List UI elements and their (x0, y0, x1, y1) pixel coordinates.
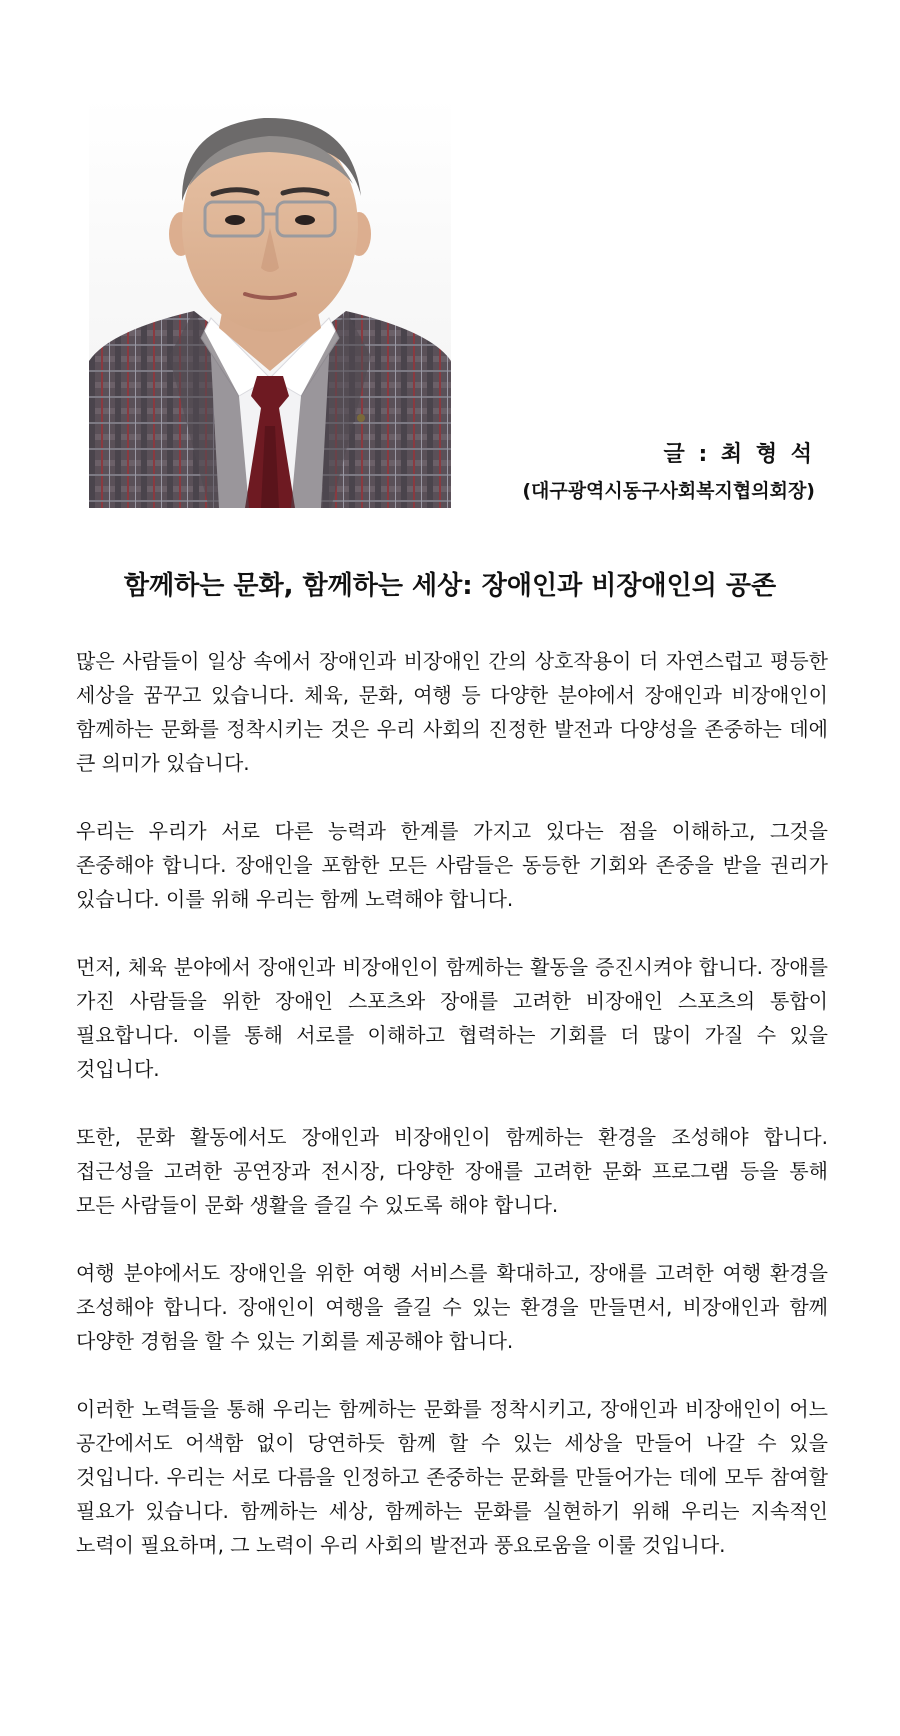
article-paragraph: 많은 사람들이 일상 속에서 장애인과 비장애인 간의 상호작용이 더 자연스럽고 평등한 세상을 꿈꾸고 있습니다. 체육, 문화, 여행 등 다양한 분야에서 장애인과 비장애인이 함께하는 문화를 정착시키는 것은 우리 사회의 진정한 발전과 다양성을 존중하는 데에 큰 의미가 있습니다. (76, 649, 828, 775)
byline (522, 440, 815, 504)
article-paragraph: 먼저, 체육 분야에서 장애인과 비장애인이 함께하는 활동을 증진시켜야 합니다. 장애를 가진 사람들을 위한 장애인 스포츠와 장애를 고려한 비장애인 스포츠의 통합이 필요합니다. 이를 통해 서로를 이해하고 협력하는 기회를 더 많이 가질 수 있을 것입니다. (76, 955, 828, 1081)
article-paragraph: 우리는 우리가 서로 다른 능력과 한계를 가지고 있다는 점을 이해하고, 그것을 존중해야 합니다. 장애인을 포함한 모든 사람들은 동등한 기회와 존중을 받을 권리가 있습니다. 이를 위해 우리는 함께 노력해야 합니다. (76, 819, 828, 911)
article-paragraph: 이러한 노력들을 통해 우리는 함께하는 문화를 정착시키고, 장애인과 비장애인이 어느 공간에서도 어색함 없이 당연하듯 함께 할 수 있는 세상을 만들어 나갈 수 있을 것입니다. 우리는 서로 다름을 인정하고 존중하는 문화를 만들어가는 데에 모두 참여할 필요가 있습니다. 함께하는 세상, 함께하는 문화를 실현하기 위해 우리는 지속적인 노력이 필요하며, 그 노력이 우리 사회의 발전과 풍요로움을 이룰 것입니다. (76, 1397, 828, 1557)
article-paragraph: 여행 분야에서도 장애인을 위한 여행 서비스를 확대하고, 장애를 고려한 여행 환경을 조성해야 합니다. 장애인이 여행을 즐길 수 있는 환경을 만들면서, 비장애인과 함께 다양한 경험을 할 수 있는 기회를 제공해야 합니다. (76, 1261, 828, 1353)
author-name: 글 : 최 형 석 (663, 442, 815, 467)
author-portrait-illustration (89, 96, 451, 508)
article-title: 함께하는 문화, 함께하는 세상: 장애인과 비장애인의 공존 (123, 571, 777, 601)
article-body (76, 644, 828, 1596)
author-portrait (89, 96, 451, 508)
author-affiliation: (대구광역시동구사회복지협의회장) (522, 480, 815, 502)
article-paragraph: 또한, 문화 활동에서도 장애인과 비장애인이 함께하는 환경을 조성해야 합니다. 접근성을 고려한 공연장과 전시장, 다양한 장애를 고려한 문화 프로그램 등을 통해 모든 사람들이 문화 생활을 즐길 수 있도록 해야 합니다. (76, 1125, 828, 1217)
